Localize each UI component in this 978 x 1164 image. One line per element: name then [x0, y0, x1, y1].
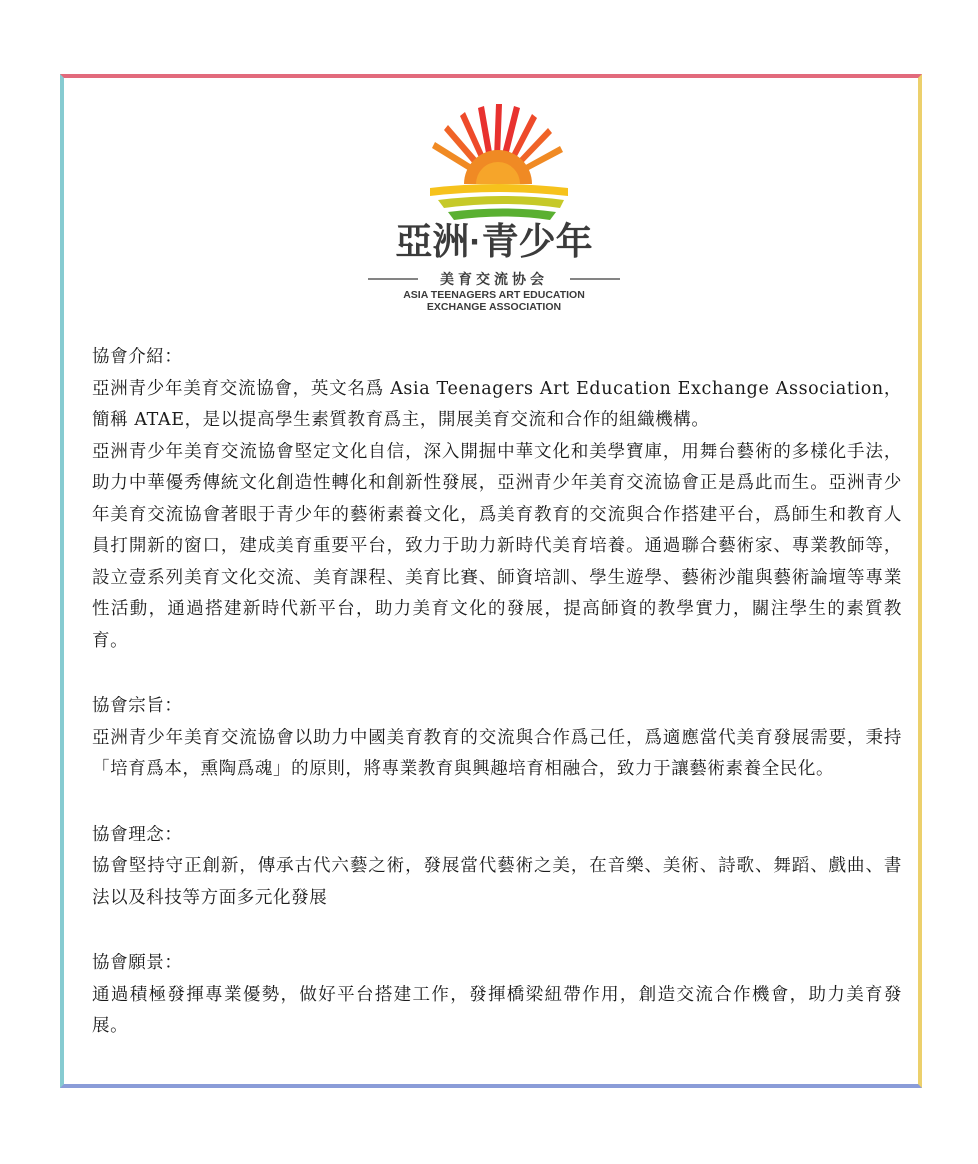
association-logo	[364, 96, 624, 311]
section-philosophy	[92, 820, 902, 915]
logo-subtitle-cn: 美育交流协会	[440, 271, 548, 287]
section-heading: 協會願景：	[92, 953, 183, 973]
logo-subtitle-en-1: ASIA TEENAGERS ART EDUCATION	[403, 289, 585, 301]
section-paragraph: 通過積極發揮專業優勢，做好平台搭建工作，發揮橋梁紐帶作用，創造交流合作機會，助力美育發展。	[92, 984, 902, 1036]
logo-graphic	[364, 96, 624, 311]
article-body	[92, 342, 902, 1077]
section-paragraph: 協會堅持守正創新，傳承古代六藝之術，發展當代藝術之美，在音樂、美術、詩歌、舞蹈、戲曲、書法以及科技等方面多元化發展	[92, 856, 902, 908]
section-vision	[92, 948, 902, 1043]
section-purpose	[92, 691, 902, 786]
section-paragraph: 亞洲青少年美育交流協會以助力中國美育教育的交流與合作爲己任，爲適應當代美育發展需要，秉持「培育爲本，熏陶爲魂」的原則，將專業教育與興趣培育相融合，致力于讓藝術素養全民化。	[92, 727, 902, 779]
content-card	[60, 74, 922, 1088]
section-heading: 協會宗旨：	[92, 696, 183, 716]
section-heading: 協會介紹：	[92, 347, 183, 367]
logo-title: 亞洲·青少年	[395, 221, 593, 262]
ground-stripes	[430, 184, 568, 220]
section-heading: 協會理念：	[92, 824, 183, 845]
section-paragraph: 亞洲青少年美育交流協會堅定文化自信，深入開掘中華文化和美學寶庫，用舞台藝術的多樣化手法，助力中華優秀傳統文化創造性轉化和創新性發展，亞洲青少年美育交流協會正是爲此而生。亞洲青少年美育交流協會著眼于青少年的藝術素養文化，爲美育教育的交流與合作搭建平台，爲師生和教育人員打開新的窗口，建成美育重要平台，致力于助力新時代美育培養。通過聯合藝術家、專業教師等，設立壹系列美育文化交流、美育課程、美育比賽、師資培訓、學生遊學、藝術沙龍與藝術論壇等專業性活動，通過搭建新時代新平台，助力美育文化的發展，提高師資的教學實力，關注學生的素質教育。	[92, 441, 902, 651]
section-introduction	[92, 342, 902, 657]
section-paragraph: 亞洲青少年美育交流協會，英文名爲 Asia Teenagers Art Education Exchange Association，簡稱 ATAE，是以提高學生素質教育爲主，開展美育交流和合作的組織機構。	[92, 378, 902, 430]
logo-subtitle-en-2: EXCHANGE ASSOCIATION	[426, 301, 562, 311]
